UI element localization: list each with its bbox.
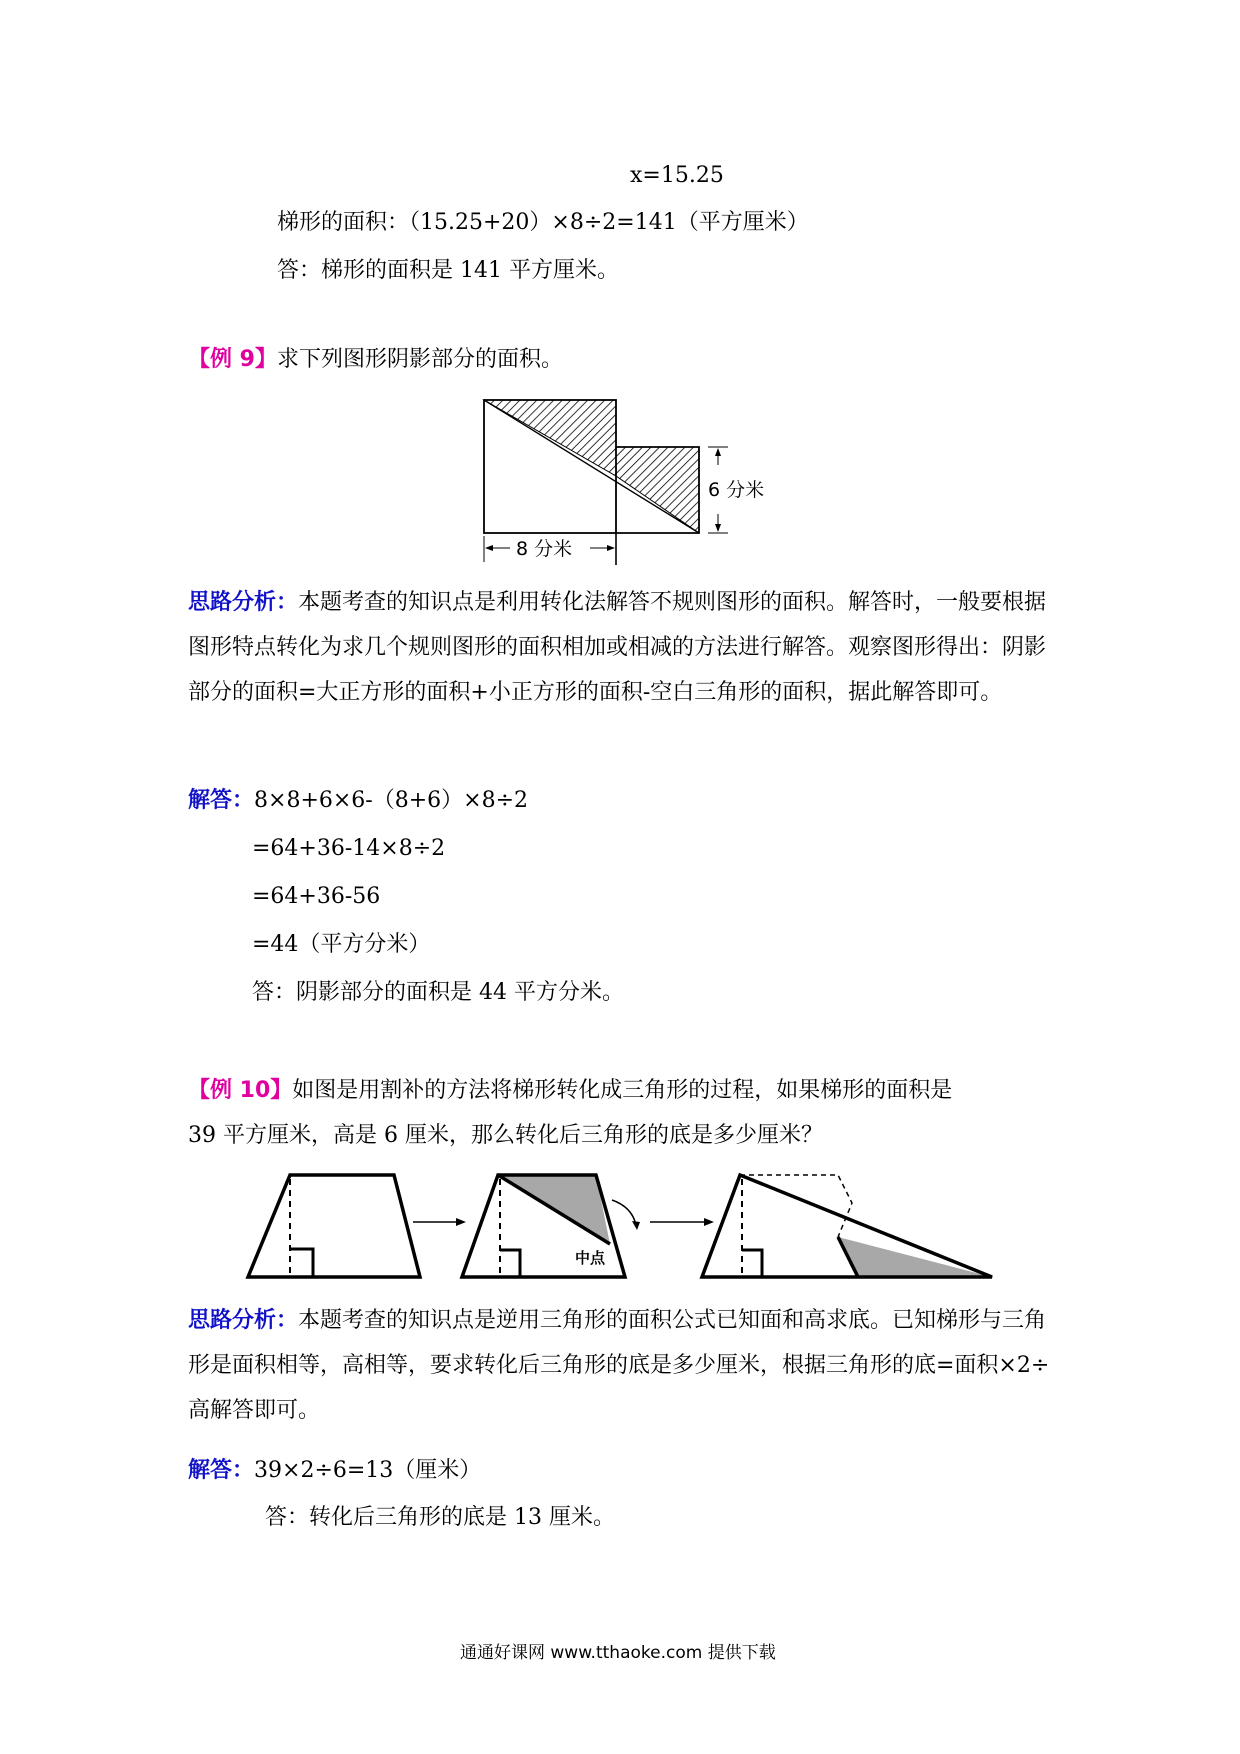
ex10-tag: 【例 10】 [188,1078,293,1103]
trapezoid-area-line: 梯形的面积：（15.25+20）×8÷2=141（平方厘米） [277,210,809,235]
ex10-analysis-text: 本题考查的知识点是逆用三角形的面积公式已知面和高求底。已知梯形与三角形是面积相等，高相等，要求转化后三角形的底是多少厘米，根据三角形的底=面积×2÷高解答即可。 [188,1308,1050,1423]
ex10-answer: 答：转化后三角形的底是 13 厘米。 [265,1505,615,1530]
ex9-question [188,345,563,375]
ex9-step-2: =64+36-14×8÷2 [252,836,446,861]
prev-answer: 答：梯形的面积是 141 平方厘米。 [277,258,619,283]
ex9-question-text: 求下列图形阴影部分的面积。 [276,347,563,372]
ex9-analysis-label: 思路分析： [188,590,299,615]
ex9-analysis [188,580,1060,715]
ex9-step-4: =44（平方分米） [252,932,431,957]
ex9-label-6dm: 6 分米 [708,479,765,501]
ex10-figure [240,1165,1010,1285]
ex10-analysis [188,1298,1060,1433]
ex10-question-line2: 39 平方厘米，高是 6 厘米，那么转化后三角形的底是多少厘米？ [188,1123,823,1148]
x-equation: x=15.25 [630,163,724,188]
ex9-step-3: =64+36-56 [252,884,381,909]
ex9-label-8dm: 8 分米 [516,538,573,560]
ex10-solution-text: 39×2÷6=13（厘米） [254,1458,482,1483]
moved-triangle [838,1237,992,1277]
ex9-answer: 答：阴影部分的面积是 44 平方分米。 [252,980,624,1005]
ex10-solution-label: 解答： [188,1458,255,1483]
ex9-tag: 【例 9】 [188,347,277,372]
ex10-solution [188,1456,481,1486]
ex9-solution-label: 解答： [188,788,255,813]
trapezoid-original [248,1175,420,1277]
ex10-question-line1: 如图是用割补的方法将梯形转化成三角形的过程，如果梯形的面积是 [292,1078,953,1103]
page-footer: 通通好课网 www.tthaoke.com 提供下载 [460,1643,776,1663]
ex10-question [188,1068,1068,1158]
ex9-step-1: 8×8+6×6-（8+6）×8÷2 [254,788,529,813]
ex9-shaded-top [484,400,616,476]
midpoint-label: 中点 [575,1249,606,1267]
ex9-analysis-text: 本题考查的知识点是利用转化法解答不规则图形的面积。解答时，一般要根据图形特点转化为求几个规则图形的面积相加或相减的方法进行解答。观察图形得出：阴影部分的面积=大正方形的面积+小正方形的面积-空白三角形的面积，据此解答即可。 [188,590,1047,705]
ex9-figure [470,390,790,570]
ex10-analysis-label: 思路分析： [188,1308,299,1333]
result-triangle [702,1175,992,1277]
ex9-solution [188,786,528,816]
